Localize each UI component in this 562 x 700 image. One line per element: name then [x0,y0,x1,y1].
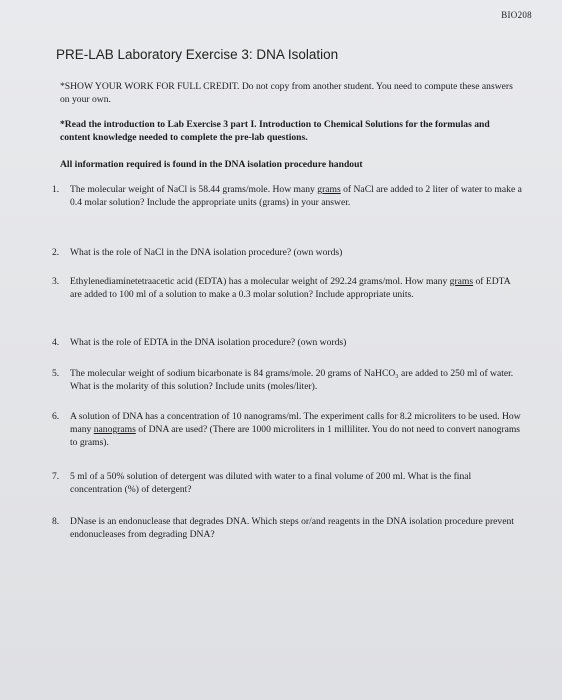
underlined-word: grams [317,184,341,195]
question-text: Ethylenediaminetetraacetic acid (EDTA) has a molecular weight of 292.24 grams/mol. How many grams of EDTA are added to 100 ml of a solution to make a 0.3 molar solution? Include appropriate units. [70,276,511,300]
show-work-instruction: *SHOW YOUR WORK FOR FULL CREDIT. Do not copy from another student. You need to compute these answers on your own. [60,81,513,105]
question-text: A solution of DNA has a concentration of 10 nanograms/ml. The experiment calls for 8.2 microliters to be used. How many nanograms of DNA are used? (There are 1000 microliters in 1 milliliter. You do not need to convert nanograms to grams). [70,411,521,448]
question-number: 7. [52,471,60,482]
handout-note: All information required is found in the DNA isolation procedure handout [60,159,363,170]
course-code: BIO208 [501,10,532,20]
question-7 [52,470,522,496]
question-number: 3. [52,276,60,287]
page-title: PRE-LAB Laboratory Exercise 3: DNA Isolation [56,47,339,62]
question-6 [52,410,522,449]
question-2 [52,246,522,259]
question-text: DNase is an endonuclease that degrades DNA. Which steps or/and reagents in the DNA isolation procedure prevent endonucleases from degrading DNA? [70,516,514,540]
question-1 [52,183,522,209]
question-number: 2. [52,247,60,258]
question-text: The molecular weight of sodium bicarbonate is 84 grams/mole. 20 grams of NaHCO₃ are added to 250 ml of water. What is the molarity of this solution? Include units (moles/liter). [70,368,514,392]
underlined-word: nanograms [93,424,136,435]
question-number: 6. [52,411,60,422]
question-number: 8. [52,516,60,527]
question-5 [52,367,522,393]
question-number: 5. [52,368,60,379]
question-text: The molecular weight of NaCl is 58.44 grams/mole. How many grams of NaCl are added to 2 liter of water to make a 0.4 molar solution? Include the appropriate units (grams) in your answer. [70,184,522,208]
question-8 [52,515,522,541]
question-4 [52,336,522,349]
question-number: 4. [52,337,60,348]
question-number: 1. [52,184,60,195]
read-intro-instruction: *Read the introduction to Lab Exercise 3 part I. Introduction to Chemical Solutions for the formulas and content knowledge needed to complete the pre-lab questions. [60,119,490,143]
question-text: 5 ml of a 50% solution of detergent was diluted with water to a final volume of 200 ml. What is the final concentration (%) of detergent? [70,471,472,495]
underlined-word: grams [449,276,474,287]
question-3 [52,275,522,301]
question-text: What is the role of EDTA in the DNA isolation procedure? (own words) [70,337,347,348]
question-text: What is the role of NaCl in the DNA isolation procedure? (own words) [70,247,343,258]
